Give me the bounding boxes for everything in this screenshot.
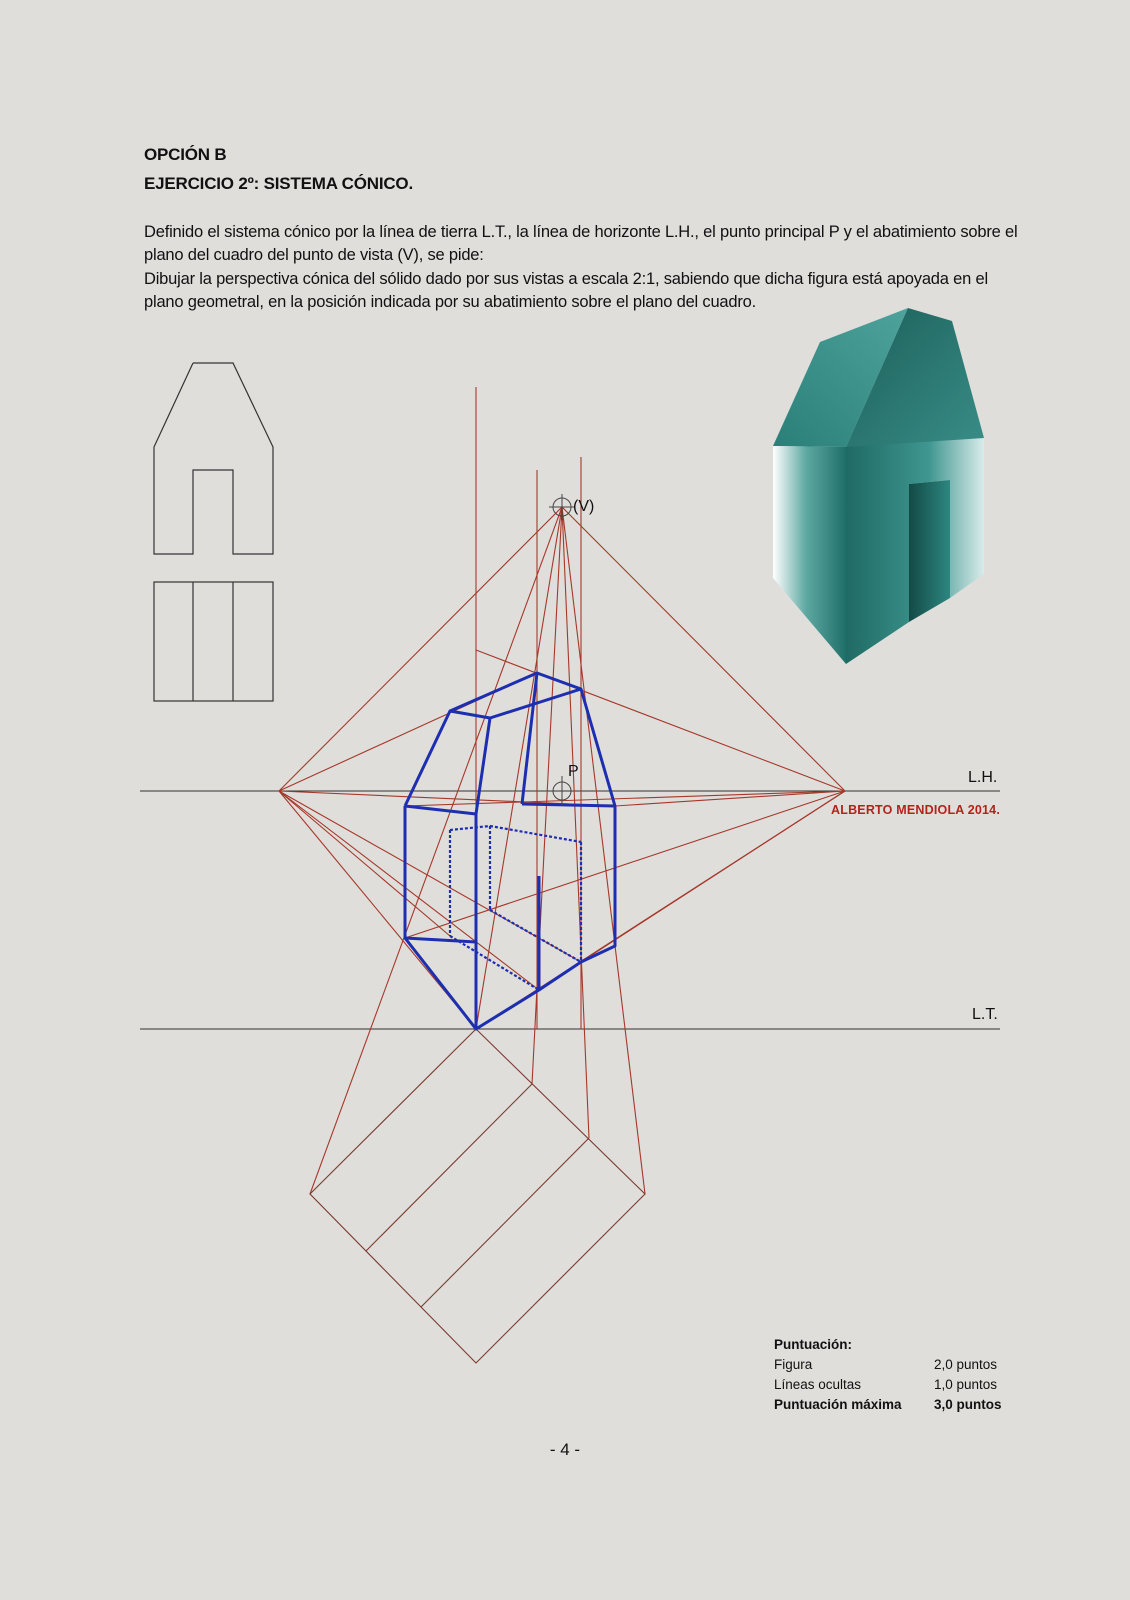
scoring-row xyxy=(774,1355,1002,1375)
scoring-label: Líneas ocultas xyxy=(774,1377,862,1392)
elevation-view xyxy=(154,363,273,554)
construction-line xyxy=(581,791,845,962)
scoring-title: Puntuación: xyxy=(774,1337,852,1352)
scoring-label: Figura xyxy=(774,1357,813,1372)
perspective-solid xyxy=(405,673,615,1029)
abatement-plan xyxy=(310,1029,645,1363)
solid-edge xyxy=(405,806,476,814)
viewpoint-label: (V) xyxy=(573,498,595,515)
solid-edge xyxy=(522,804,615,806)
statement-paragraph-1: Definido el sistema cónico por la línea de tierra L.T., la línea de horizonte L.H., el punto principal P y el abatimiento sobre el plano del cuadro del punto de vista (V), se pide: xyxy=(144,223,1018,264)
principal-point-label: P xyxy=(568,763,579,780)
scoring-total-row xyxy=(774,1395,1002,1415)
plan-view xyxy=(154,582,273,701)
exercise-heading: EJERCICIO 2º: SISTEMA CÓNICO. xyxy=(144,174,413,193)
page-number: - 4 - xyxy=(549,1440,581,1459)
orthographic-views xyxy=(154,363,273,701)
hidden-edge xyxy=(450,936,539,990)
solid-edge xyxy=(405,938,476,942)
construction-line xyxy=(615,791,845,806)
author-credit: ALBERTO MENDIOLA 2014. xyxy=(831,803,1001,817)
scoring-row xyxy=(774,1375,1002,1395)
construction-line xyxy=(279,791,450,936)
hidden-edge xyxy=(490,826,581,842)
abatement-square xyxy=(310,1029,645,1363)
option-heading: OPCIÓN B xyxy=(144,145,227,164)
scoring-total-label: Puntuación máxima xyxy=(774,1397,902,1412)
scoring-value: 2,0 puntos xyxy=(934,1357,998,1372)
abatement-divider xyxy=(366,1084,532,1251)
construction-line xyxy=(562,507,589,1138)
abatement-divider xyxy=(421,1138,589,1307)
statement-paragraph-2: Dibujar la perspectiva cónica del sólido dado por sus vistas a escala 2:1, sabiendo que dicha figura está apoyada en el plano geometral, en la posición indicada por su abatimiento sobre el plano del cuadro. xyxy=(144,270,988,311)
construction-line xyxy=(405,791,845,806)
scoring-value: 1,0 puntos xyxy=(934,1377,998,1392)
ground-line-label: L.T. xyxy=(972,1006,998,1023)
hidden-edges xyxy=(450,826,581,990)
solid-edge xyxy=(405,673,615,1029)
construction-line xyxy=(279,791,539,990)
horizon-line-label: L.H. xyxy=(968,769,998,786)
construction-line xyxy=(562,507,645,1194)
construction-line xyxy=(279,507,562,791)
rendered-solid-view xyxy=(773,308,984,664)
construction-line xyxy=(476,507,562,1029)
construction-line xyxy=(310,507,562,1194)
scoring-total-value: 3,0 puntos xyxy=(934,1397,1002,1412)
solid-edge xyxy=(450,711,490,718)
hidden-edge xyxy=(450,826,490,830)
scoring-table xyxy=(774,1335,1002,1415)
